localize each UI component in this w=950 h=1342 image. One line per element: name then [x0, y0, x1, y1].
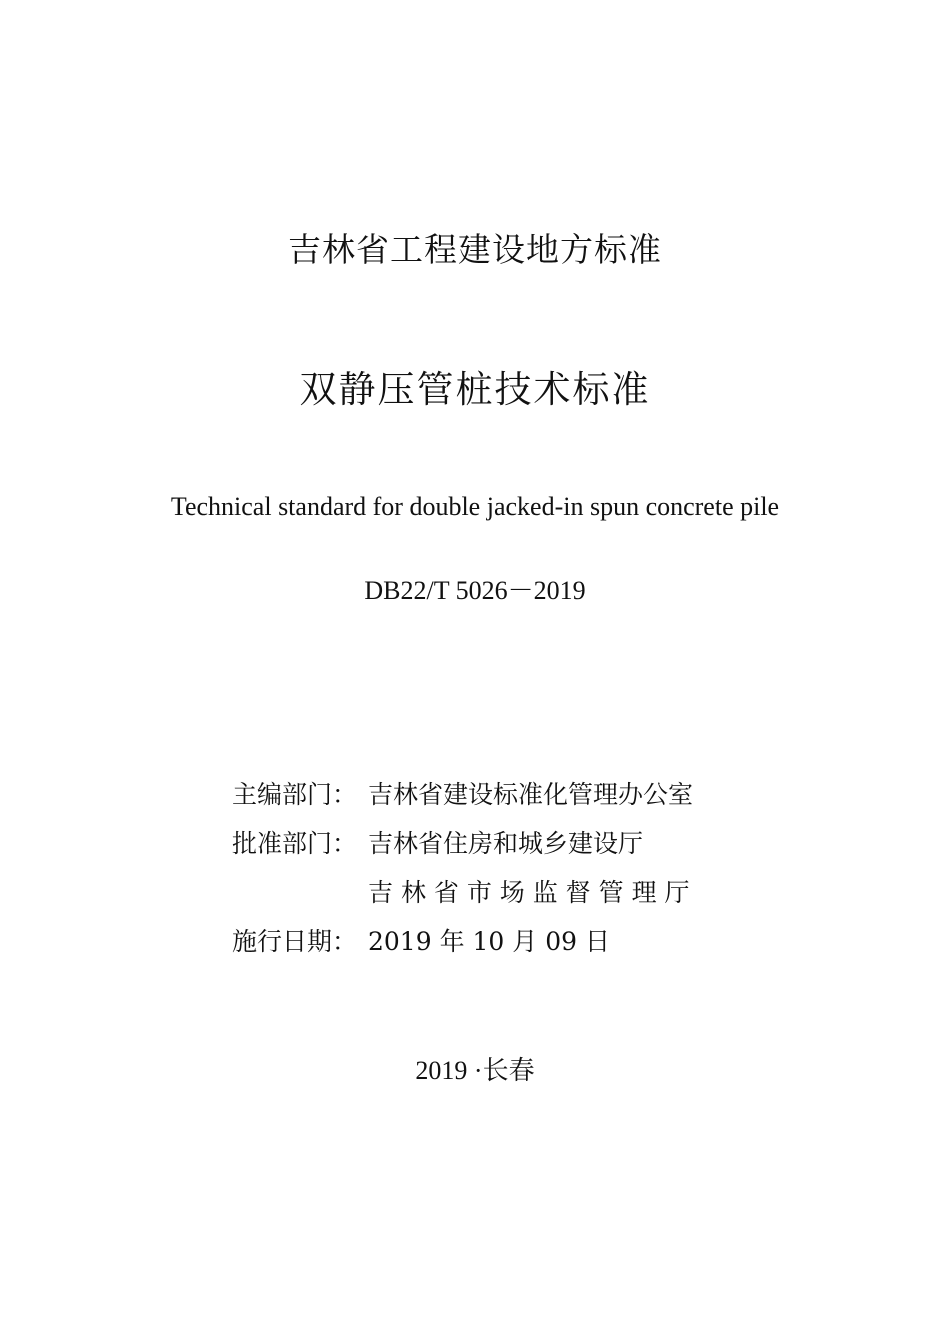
approval-row-continued: [232, 868, 693, 917]
approval-row: [232, 819, 693, 868]
document-title-english: Technical standard for double jacked-in spun concrete pile: [170, 492, 780, 521]
chief-editor-value: 吉林省建设标准化管理办公室: [368, 780, 694, 809]
chief-editor-label: 主编部门：: [232, 780, 358, 809]
effective-date-row: [232, 917, 693, 966]
standard-code: DB22/T 5026－2019: [364, 576, 586, 605]
chief-editor-row: [232, 770, 693, 819]
document-title-chinese: 双静压管桩技术标准: [299, 368, 651, 411]
publication-place-year: 2019 ·长春: [415, 1056, 535, 1085]
approval-value-2: 吉 林 省 市 场 监 督 管 理 厅: [368, 878, 690, 907]
effective-date-value: 2019 年 10 月 09 日: [368, 927, 610, 956]
approval-label-spacer: [232, 868, 368, 917]
approval-label: 批准部门：: [232, 829, 358, 858]
approval-value-1: 吉林省住房和城乡建设厅: [368, 829, 644, 858]
effective-date-label: 施行日期：: [232, 927, 358, 956]
publication-info: [232, 770, 693, 966]
standard-series-title: 吉林省工程建设地方标准: [288, 230, 662, 269]
